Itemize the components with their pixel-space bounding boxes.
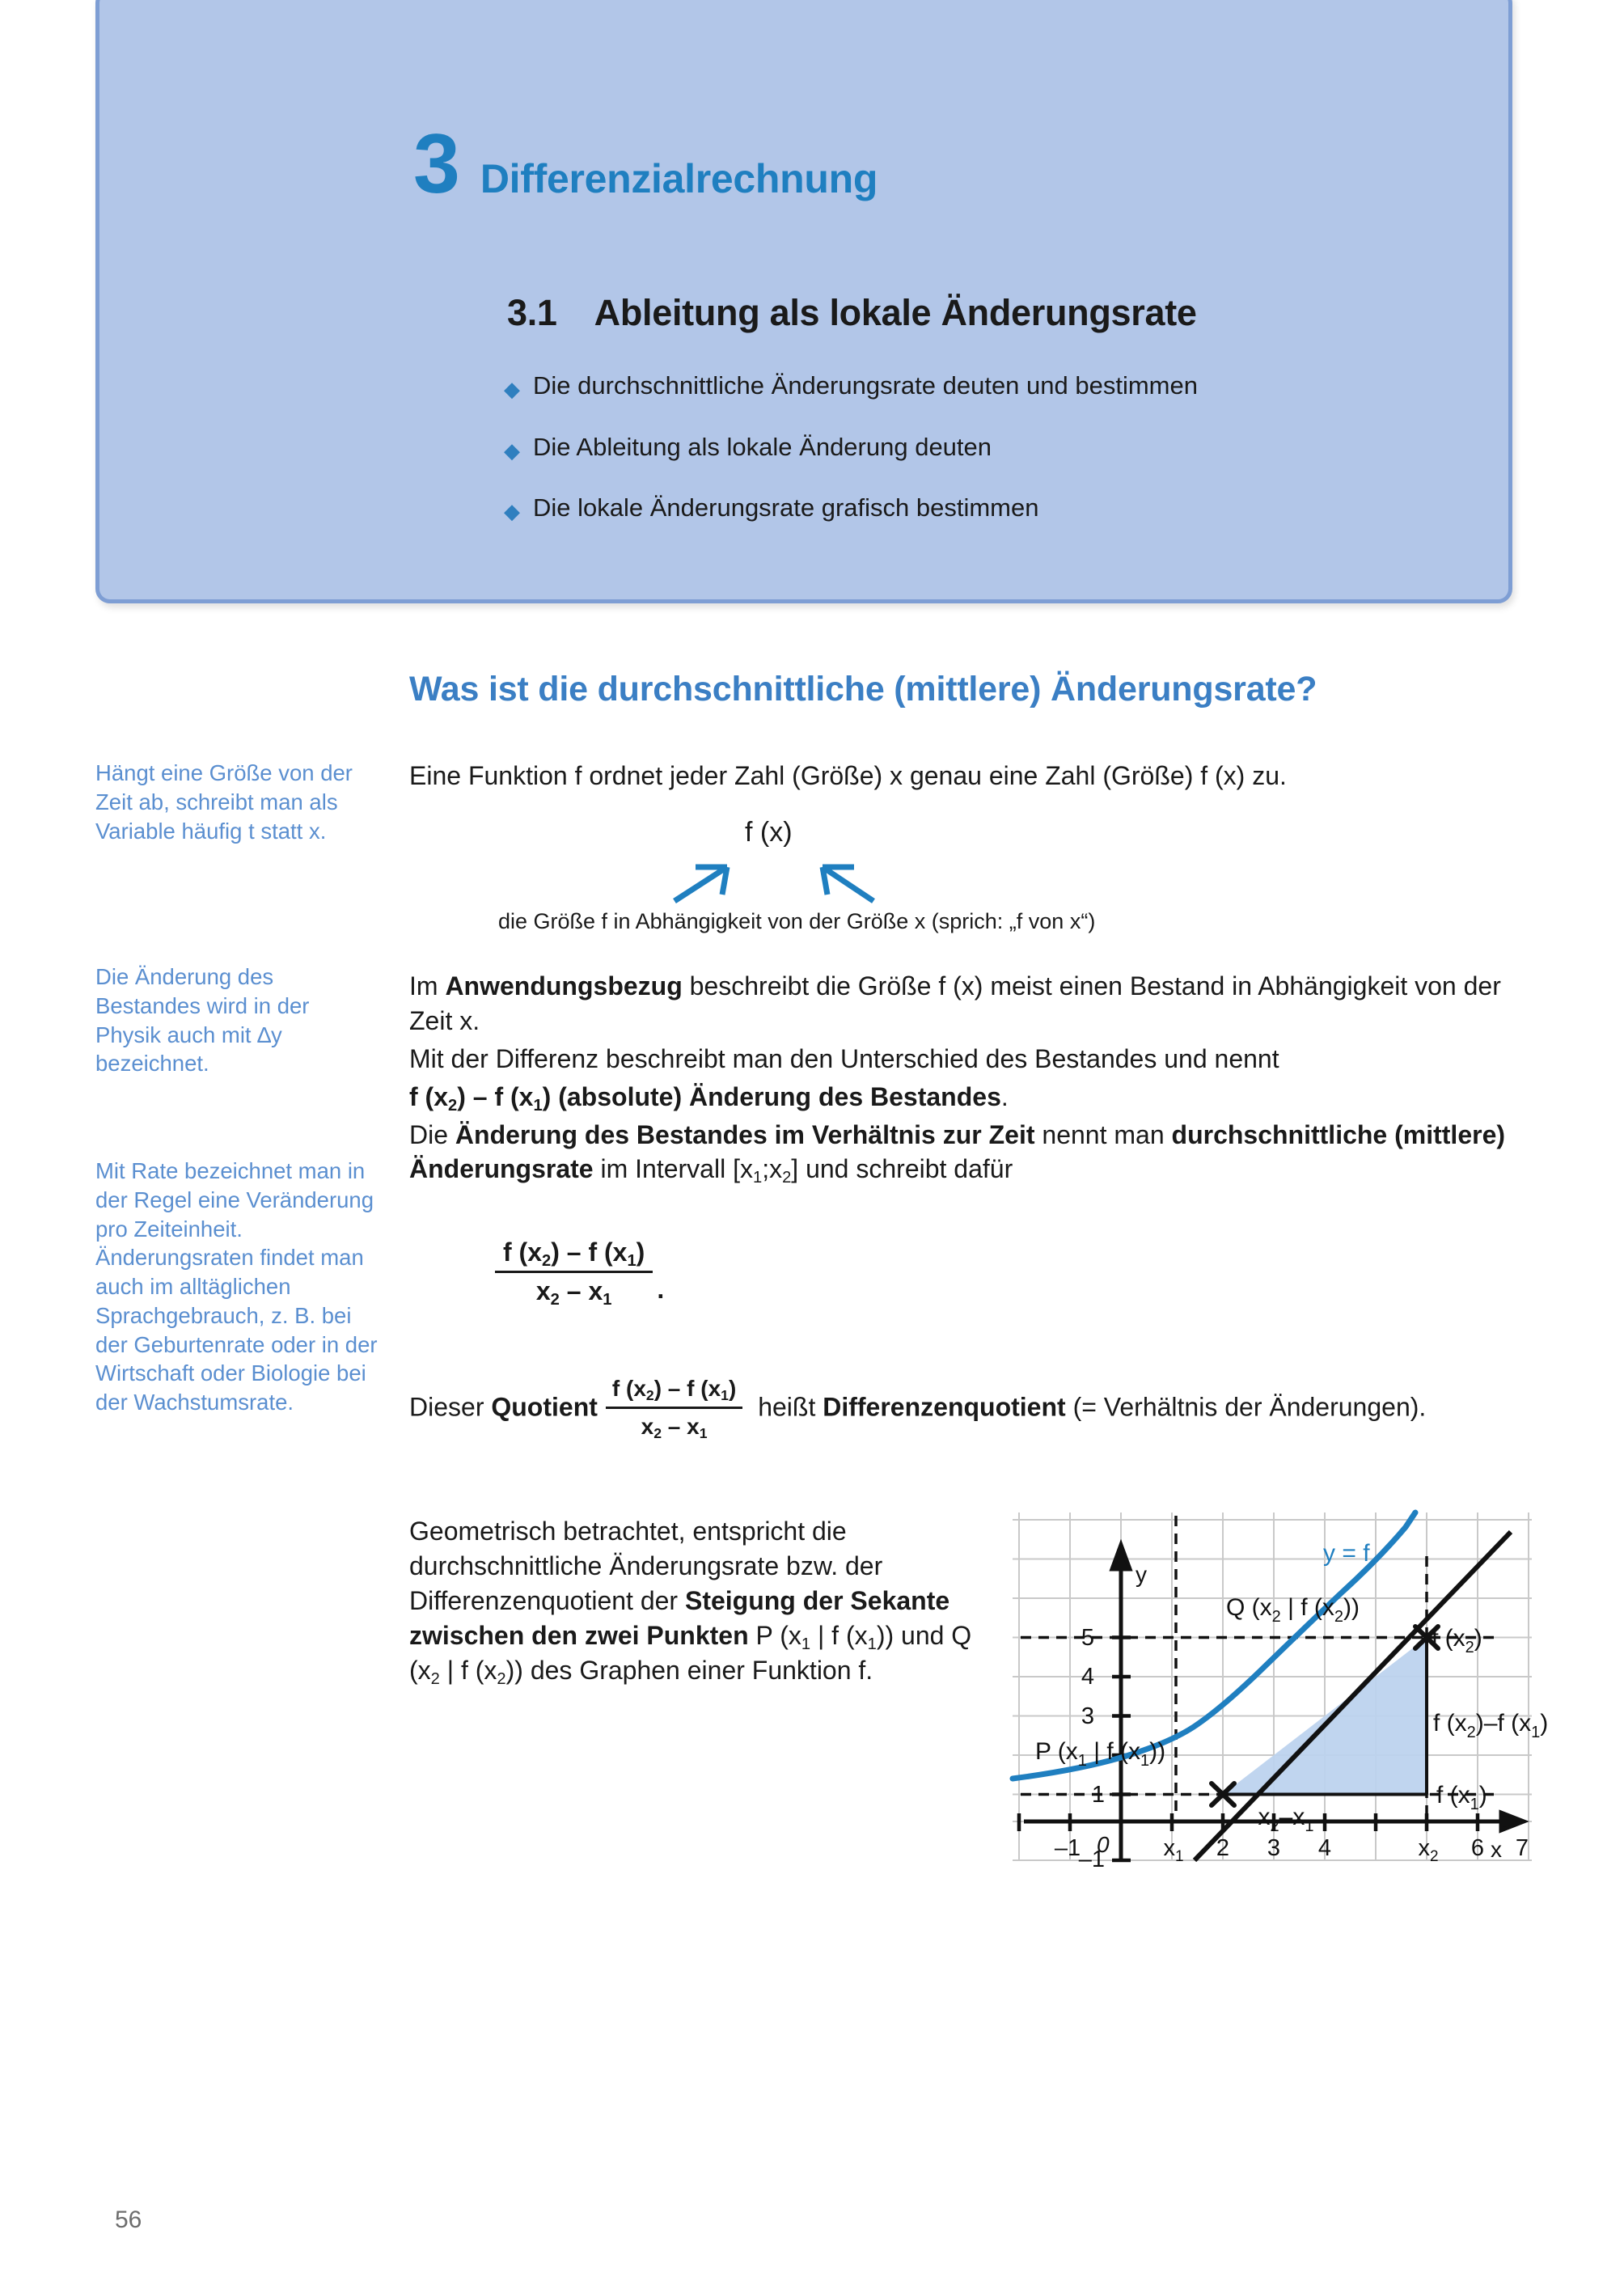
text-run: f (x — [611, 1376, 646, 1401]
intro-paragraph: Eine Funktion f ordnet jeder Zahl (Größe) x genau eine Zahl (Größe) f (x) zu. — [409, 761, 1287, 790]
text-run: . — [1000, 1081, 1009, 1111]
subscript: 1 — [721, 1387, 729, 1404]
page-number: 56 — [115, 2206, 142, 2233]
text-run-bold: Steigung der Sekante zwischen den zwei Punkten — [409, 1585, 950, 1650]
subscript: 1 — [801, 1635, 811, 1653]
fraction-denominator — [528, 1273, 620, 1309]
x-tick-4: 4 — [1317, 1835, 1332, 1861]
arrow-right-shaft — [823, 867, 873, 901]
text-run: ) — [636, 1237, 645, 1267]
text-run: x — [535, 1276, 551, 1305]
text-run: ) — [728, 1376, 737, 1401]
subscript: 1 — [699, 1424, 708, 1441]
label-f-x2: f $(x_2)$ — [1432, 1625, 1482, 1656]
objective-label: Die durchschnittliche Änderungsrate deuten und bestimmen — [533, 371, 1198, 400]
curve-label-y-equals-f: y = f — [1323, 1540, 1370, 1567]
subscript: 2 — [542, 1252, 552, 1271]
text-run: – x — [559, 1276, 603, 1305]
subscript: 1 — [627, 1252, 636, 1271]
chapter-title: Differenzialrechnung — [480, 156, 878, 201]
text-run: nennt man — [1034, 1119, 1172, 1149]
text-run: | f (x — [810, 1620, 868, 1650]
text-run: Mit der Differenz beschreibt man den Unterschied des Bestandes und nennt — [409, 1043, 1279, 1073]
section-heading — [507, 292, 1197, 334]
y-tick-3: 3 — [1081, 1703, 1094, 1729]
bullet-icon: ◆ — [504, 438, 520, 463]
subscript: 2 — [550, 1291, 560, 1309]
list-item — [504, 433, 1515, 462]
subscript: 1 — [752, 1169, 763, 1187]
y-tick-minus1: –1 — [1078, 1847, 1105, 1872]
y-axis-arrow — [1112, 1545, 1130, 1569]
subscript: 2 — [497, 1669, 506, 1688]
x-axis-label: x — [1491, 1837, 1502, 1862]
fraction-numerator — [495, 1237, 653, 1271]
anwendung-line-2 — [409, 1042, 1509, 1077]
text-run: ) – f (x — [457, 1081, 534, 1111]
x-tick-x2: $x_2$ — [1418, 1835, 1439, 1865]
anwendung-line-4 — [409, 1118, 1509, 1187]
fraction-period: . — [657, 1275, 665, 1304]
margin-note: Mit Rate bezeichnet man in der Regel eine Veränderung pro Zeiteinheit. Änderungsraten findet man auch im alltäglichen Sprachgebrauch, z. B. bei der Geburtenrate oder in der Wirtschaft oder Biologie bei der Wachstumsrate. — [95, 1158, 378, 1415]
text-run-bold: Differenzenquotient — [823, 1392, 1066, 1422]
margin-note: Die Änderung des Bestandes wird in der Physik auch mit ∆y bezeichnet. — [95, 964, 310, 1077]
x-tick-minus1: –1 — [1054, 1835, 1081, 1861]
anwendung-line-1 — [409, 969, 1509, 1039]
margin-note: Hängt eine Größe von der Zeit ab, schreibt man als Variable häufig t statt x. — [95, 760, 353, 844]
text-run: heißt — [751, 1392, 823, 1422]
text-run: im Intervall [x — [593, 1154, 753, 1184]
subscript: 2 — [782, 1169, 792, 1187]
list-item — [504, 371, 1515, 400]
section-title: Ableitung als lokale Änderungsrate — [594, 292, 1197, 333]
arrow-left-shaft — [675, 867, 727, 901]
subscript: 2 — [430, 1669, 440, 1688]
objective-label: Die lokale Änderungsrate grafisch bestimmen — [533, 493, 1039, 522]
text-run: Die — [409, 1119, 455, 1149]
text-run: beschreibt die Größe f (x) meist einen Bestand in Abhängigkeit von der Zeit x. — [409, 971, 1501, 1035]
label-delta-f: f $(x_2)-f$ $(x_1)$ — [1433, 1710, 1549, 1741]
text-run: | f (x — [439, 1655, 497, 1685]
secant-graph-figure — [1009, 1498, 1549, 1872]
bullet-icon: ◆ — [504, 499, 520, 524]
text-run: ;x — [762, 1154, 783, 1184]
fraction-numerator — [606, 1373, 742, 1407]
point-label-Q: Q ($x_2$ | f $(x_2)$) — [1226, 1594, 1360, 1626]
quotient-paragraph — [409, 1375, 1493, 1443]
text-run: ) – f (x — [551, 1237, 628, 1267]
y-tick-1: 1 — [1091, 1782, 1105, 1808]
section-question-heading: Was ist die durchschnittliche (mittlere) Änderungsrate? — [409, 670, 1317, 709]
chapter-header-box — [95, 0, 1512, 603]
origin-label: 0 — [1097, 1832, 1110, 1857]
objectives-list — [504, 371, 1515, 555]
text-run: f (x — [409, 1081, 448, 1111]
x-tick-x1: $x_1$ — [1163, 1835, 1184, 1865]
label-f-x1: f $(x_1)$ — [1436, 1782, 1487, 1813]
text-run: ] und schreibt dafür — [791, 1154, 1013, 1184]
geometric-paragraph — [409, 1514, 975, 1687]
fx-label: f (x) — [745, 817, 793, 848]
text-run: Dieser — [409, 1392, 492, 1422]
subscript: 1 — [867, 1635, 877, 1653]
fx-annotation-group — [409, 817, 1299, 938]
subscript: 1 — [603, 1291, 612, 1309]
y-tick-5: 5 — [1081, 1625, 1094, 1651]
fx-caption: die Größe f in Abhängigkeit von der Größe x (sprich: „f von x“) — [498, 909, 1096, 933]
chapter-heading — [413, 117, 878, 211]
text-run: ) (absolute) Änderung des Bestandes — [542, 1081, 1001, 1111]
y-axis-label: y — [1136, 1562, 1147, 1587]
x-tick-2: 2 — [1216, 1835, 1230, 1861]
text-run: P (x — [748, 1620, 801, 1650]
objective-label: Die Ableitung als lokale Änderung deuten — [533, 432, 992, 461]
display-fraction — [495, 1237, 665, 1309]
x-tick-7: 7 — [1515, 1835, 1529, 1861]
section-number: 3.1 — [507, 292, 557, 333]
text-run-bold: Anwendungsbezug — [445, 971, 683, 1001]
subscript: 1 — [533, 1096, 543, 1115]
text-run: )) des Graphen einer Funktion f. — [505, 1655, 873, 1685]
x-tick-6: 6 — [1470, 1835, 1485, 1861]
y-tick-4: 4 — [1081, 1664, 1094, 1690]
anwendung-line-3 — [409, 1080, 1509, 1115]
x-tick-3: 3 — [1267, 1835, 1281, 1861]
text-run: x — [641, 1413, 654, 1439]
text-run: (= Verhältnis der Änderungen). — [1065, 1392, 1427, 1422]
text-run: f (x — [503, 1237, 542, 1267]
subscript: 2 — [653, 1424, 662, 1441]
text-run: )) und Q (x — [409, 1620, 972, 1685]
text-run-bold: Änderung des Bestandes im Verhältnis zur Zeit — [455, 1119, 1035, 1149]
text-run-bold: Quotient — [491, 1392, 598, 1422]
text-run-bold: durchschnittliche (mittlere) Änderungsrate — [409, 1119, 1506, 1184]
text-run: ) – f (x — [653, 1376, 721, 1401]
bullet-icon: ◆ — [504, 377, 520, 401]
subscript: 2 — [448, 1096, 458, 1115]
label-delta-x: $x_2-x_1$ — [1258, 1804, 1314, 1835]
text-run: – x — [662, 1413, 700, 1439]
text-run: Im — [409, 971, 446, 1001]
subscript: 2 — [645, 1387, 654, 1404]
x-axis-arrow — [1501, 1813, 1524, 1830]
anwendung-paragraph — [409, 969, 1509, 1187]
chapter-number: 3 — [413, 117, 459, 211]
list-item — [504, 493, 1515, 522]
fraction-denominator — [635, 1409, 714, 1442]
inline-fraction — [606, 1373, 742, 1441]
text-run: Geometrisch betrachtet, entspricht die durchschnittliche Änderungsrate bzw. der Differenzenquotient der — [409, 1517, 883, 1615]
point-label-P: P ($x_1$ | f $(x_1)$) — [1035, 1738, 1166, 1770]
fraction — [495, 1237, 653, 1309]
